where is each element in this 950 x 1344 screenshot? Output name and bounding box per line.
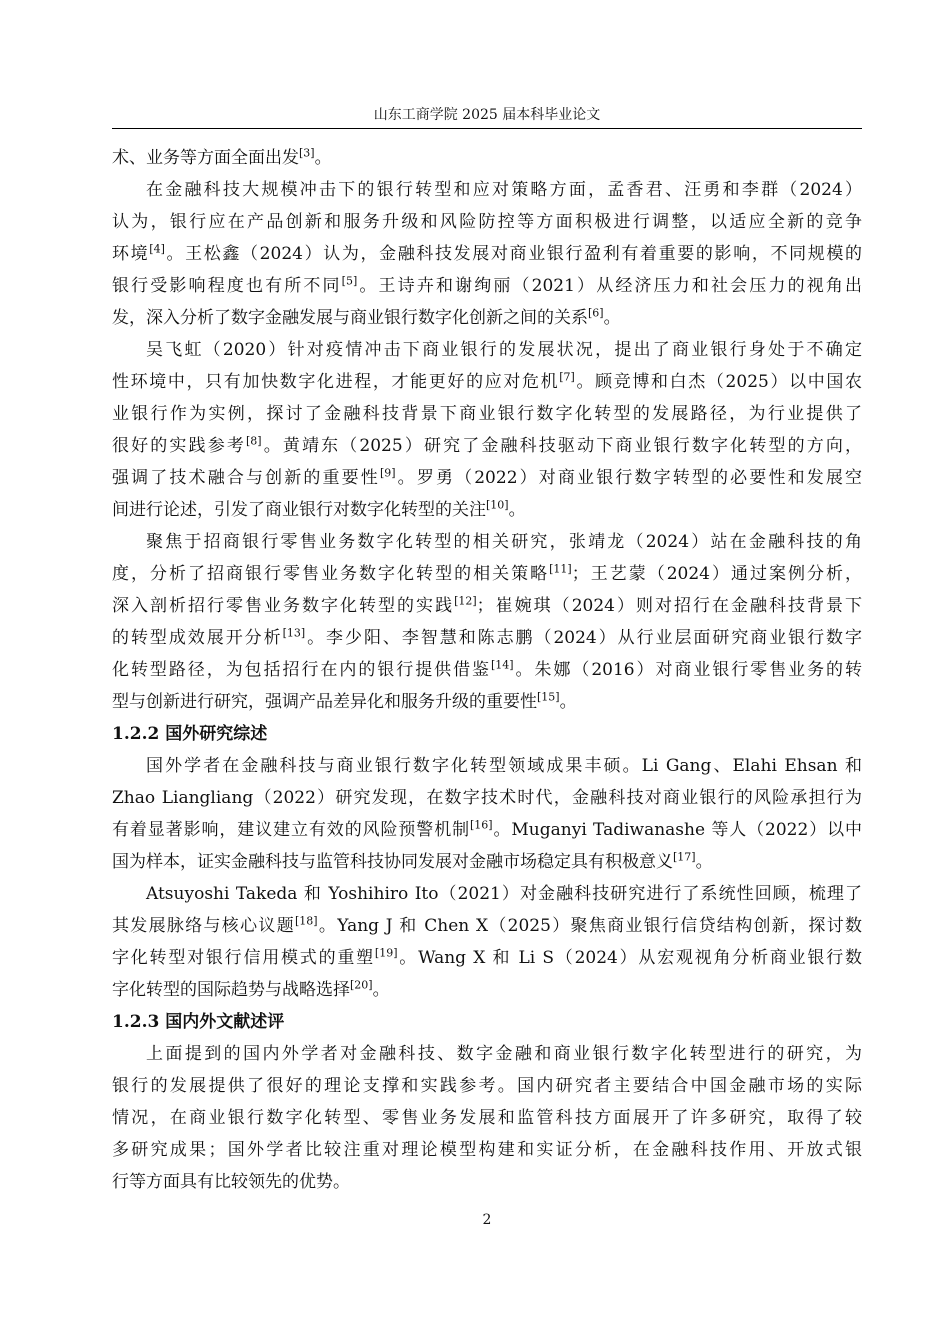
text-line: 术、业务等方面全面出发[3]。: [112, 146, 332, 168]
page-number: 2: [482, 1212, 492, 1228]
text-line: 聚焦于招商银行零售业务数字化转型的相关研究，张靖龙（2024）站在金融科技的角: [146, 532, 862, 552]
text-line: Zhao Liangliang（2022）研究发现，在数字技术时代，金融科技对商业银行的风险承担行为: [112, 788, 862, 808]
text-line: 深入剖析招行零售业务数字化转型的实践[12]；崔婉琪（2024）则对招行在金融科技背景下: [112, 594, 862, 616]
text-line: 吴飞虹（2020）针对疫情冲击下商业银行的发展状况，提出了商业银行身处于不确定: [146, 340, 862, 360]
text-line: 在金融科技大规模冲击下的银行转型和应对策略方面，孟香君、汪勇和李群（2024）: [146, 180, 862, 200]
text-line: 认为，银行应在产品创新和服务升级和风险防控等方面积极进行调整，以适应全新的竞争: [112, 212, 862, 232]
text-line: 国外学者在金融科技与商业银行数字化转型领域成果丰硕。Li Gang、Elahi Ehsan 和: [146, 756, 862, 776]
header-rule: [112, 128, 862, 129]
text-line: 发，深入分析了数字金融发展与商业银行数字化创新之间的关系[6]。: [112, 306, 621, 328]
section-heading: 1.2.3 国内外文献述评: [112, 1012, 285, 1032]
text-line: 间进行论述，引发了商业银行对数字化转型的关注[10]。: [112, 498, 526, 520]
text-line: 有着显著影响，建议建立有效的风险预警机制[16]。Muganyi Tadiwanashe 等人（2022）以中: [112, 818, 862, 840]
text-line: 上面提到的国内外学者对金融科技、数字金融和商业银行数字化转型进行的研究，为: [146, 1044, 862, 1064]
text-line: 化转型路径，为包括招行在内的银行提供借鉴[14]。朱娜（2016）对商业银行零售业务的转: [112, 658, 862, 680]
text-line: 情况，在商业银行数字化转型、零售业务发展和监管科技方面展开了许多研究，取得了较: [112, 1108, 862, 1128]
text-line: Atsuyoshi Takeda 和 Yoshihiro Ito（2021）对金融科技研究进行了系统性回顾，梳理了: [146, 884, 862, 904]
text-line: 强调了技术融合与创新的重要性[9]。罗勇（2022）对商业银行数字转型的必要性和发展空: [112, 466, 862, 488]
running-header: 山东工商学院 2025 届本科毕业论文: [373, 107, 601, 123]
text-line: 银行受影响程度也有所不同[5]。王诗卉和谢绚丽（2021）从经济压力和社会压力的视角出: [112, 274, 862, 296]
text-line: 环境[4]。王松鑫（2024）认为，金融科技发展对商业银行盈利有着重要的影响，不同规模的: [112, 242, 862, 264]
text-line: 字化转型对银行信用模式的重塑[19]。Wang X 和 Li S（2024）从宏观视角分析商业银行数: [112, 946, 862, 968]
text-line: 银行的发展提供了很好的理论支撑和实践参考。国内研究者主要结合中国金融市场的实际: [112, 1076, 862, 1096]
text-line: 性环境中，只有加快数字化进程，才能更好的应对危机[7]。顾竞博和白杰（2025）以中国农: [112, 370, 862, 392]
text-line: 的转型成效展开分析[13]。李少阳、李智慧和陈志鹏（2024）从行业层面研究商业银行数字: [112, 626, 862, 648]
text-line: 国为样本，证实金融科技与监管科技协同发展对金融市场稳定具有积极意义[17]。: [112, 850, 713, 872]
text-line: 度，分析了招商银行零售业务数字化转型的相关策略[11]；王艺蒙（2024）通过案例分析，: [112, 562, 862, 584]
text-line: 业银行作为实例，探讨了金融科技背景下商业银行数字化转型的发展路径，为行业提供了: [112, 404, 862, 424]
text-line: 型与创新进行研究，强调产品差异化和服务升级的重要性[15]。: [112, 690, 577, 712]
section-heading: 1.2.2 国外研究综述: [112, 724, 268, 744]
text-line: 多研究成果；国外学者比较注重对理论模型构建和实证分析，在金融科技作用、开放式银: [112, 1140, 862, 1160]
text-line: 很好的实践参考[8]。黄靖东（2025）研究了金融科技驱动下商业银行数字化转型的方向，: [112, 434, 862, 456]
body-text: [112, 142, 862, 1198]
text-line: 字化转型的国际趋势与战略选择[20]。: [112, 978, 390, 1000]
text-line: 行等方面具有比较领先的优势。: [112, 1172, 350, 1192]
text-line: 其发展脉络与核心议题[18]。Yang J 和 Chen X（2025）聚焦商业银行信贷结构创新，探讨数: [112, 914, 862, 936]
